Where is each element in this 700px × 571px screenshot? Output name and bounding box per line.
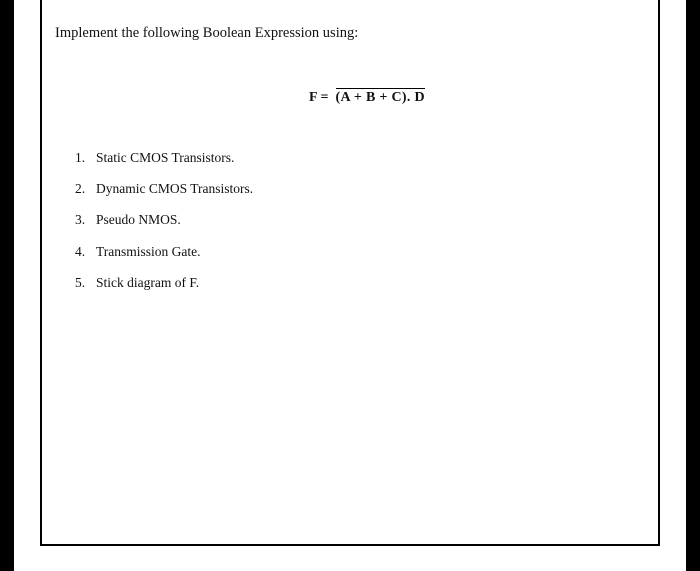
list-item-text: Dynamic CMOS Transistors. bbox=[96, 181, 254, 197]
task-list bbox=[75, 150, 253, 306]
list-item-text: Stick diagram of F. bbox=[96, 274, 200, 290]
document-page bbox=[40, 0, 660, 546]
question-prompt: Implement the following Boolean Expression using: bbox=[55, 25, 359, 41]
list-item-text: Transmission Gate. bbox=[96, 243, 201, 259]
equation-rhs-overbar: (A + B + C). D bbox=[335, 90, 425, 105]
list-item-text: Static CMOS Transistors. bbox=[96, 150, 235, 165]
boolean-equation bbox=[309, 88, 425, 106]
list-item-number: 4. bbox=[75, 243, 86, 259]
list-item-number: 5. bbox=[75, 274, 86, 290]
list-item-number: 3. bbox=[75, 212, 86, 228]
list-item-number: 2. bbox=[75, 181, 86, 197]
right-border-bar bbox=[686, 0, 700, 571]
equation-lhs: F = bbox=[309, 90, 329, 105]
list-item-number: 1. bbox=[75, 150, 86, 165]
list-item bbox=[75, 212, 253, 243]
list-item bbox=[75, 244, 253, 275]
list-item bbox=[75, 275, 253, 306]
list-item-text: Pseudo NMOS. bbox=[96, 212, 181, 228]
left-border-bar bbox=[0, 0, 14, 571]
list-item bbox=[75, 150, 253, 181]
list-item bbox=[75, 181, 253, 212]
